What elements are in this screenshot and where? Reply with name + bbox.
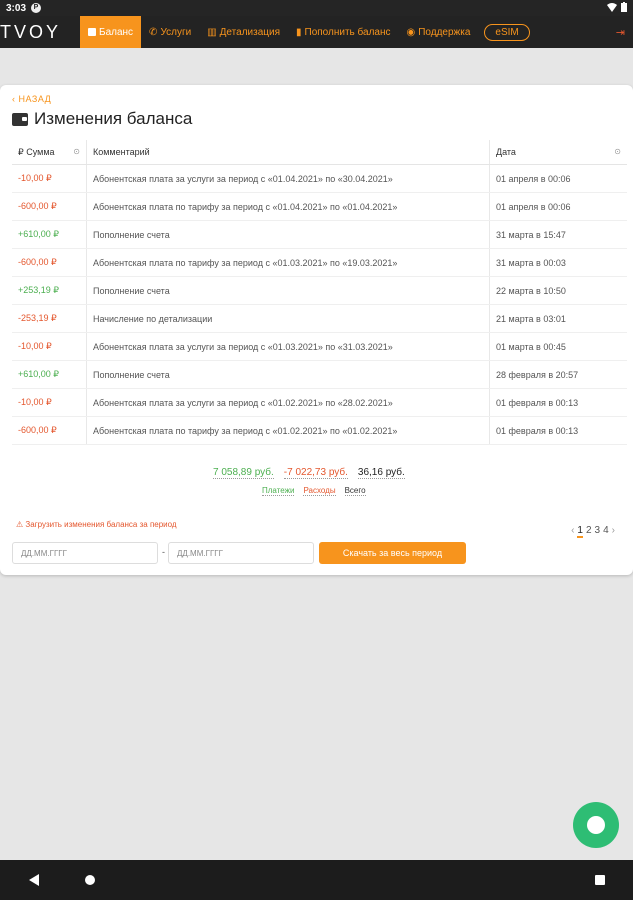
battery-icon [621, 2, 627, 12]
page-title-text: Изменения баланса [34, 109, 193, 128]
wallet-icon [88, 28, 96, 36]
download-button[interactable]: Скачать за весь период [319, 542, 466, 564]
filter-payments[interactable]: Платежи [262, 486, 295, 495]
nav-balance-label: Баланс [99, 26, 134, 38]
row-date: 01 апреля в 00:06 [490, 193, 628, 221]
filters [262, 486, 366, 496]
pager-next[interactable]: › [611, 525, 615, 536]
logo[interactable]: TVOY [0, 21, 62, 42]
nav-topup[interactable] [288, 16, 399, 48]
row-date: 31 марта в 00:03 [490, 249, 628, 277]
total-expense: -7 022,73 руб. [283, 467, 348, 478]
nav-topup-label: Пополнить баланс [304, 26, 391, 38]
pager-page-3[interactable]: 3 [594, 525, 601, 536]
back-label: НАЗАД [18, 94, 52, 104]
nav-services-label: Услуги [160, 26, 192, 38]
row-comment: Абонентская плата за услуги за период с «01.02.2021» по «28.02.2021» [87, 389, 490, 417]
table-row [12, 193, 627, 221]
balance-table [12, 140, 627, 445]
row-comment: Пополнение счета [87, 277, 490, 305]
table-row [12, 277, 627, 305]
table-row [12, 361, 627, 389]
table-row [12, 165, 627, 193]
table-row [12, 333, 627, 361]
table-row [12, 221, 627, 249]
download-warning [16, 520, 177, 529]
row-amount: -600,00 ₽ [12, 193, 87, 221]
totals [213, 467, 405, 479]
total-income: 7 058,89 руб. [213, 467, 274, 478]
row-comment: Пополнение счета [87, 361, 490, 389]
esim-button[interactable]: eSIM [484, 24, 529, 41]
row-date: 01 февраля в 00:13 [490, 417, 628, 445]
logout-icon[interactable]: ⇥ [615, 27, 625, 39]
row-amount: -600,00 ₽ [12, 417, 87, 445]
nav-services[interactable] [141, 16, 199, 48]
date-from-input[interactable]: ДД.ММ.ГГГГ [12, 542, 158, 564]
nav-support-label: Поддержка [418, 26, 471, 38]
pin-icon[interactable]: ⊙ [614, 147, 621, 156]
support-icon: ◉ [406, 26, 416, 38]
pager-prev[interactable]: ‹ [571, 525, 575, 536]
row-comment: Начисление по детализации [87, 305, 490, 333]
comment-header[interactable]: Комментарий [87, 140, 490, 165]
download-warning-text: Загрузить изменения баланса за период [25, 520, 177, 529]
table-row [12, 417, 627, 445]
nav-details-label: Детализация [219, 26, 280, 38]
row-amount: -10,00 ₽ [12, 165, 87, 193]
amount-header[interactable]: ₽ Сумма ⊙ [12, 140, 87, 165]
row-comment: Абонентская плата по тарифу за период с «01.02.2021» по «01.02.2021» [87, 417, 490, 445]
status-icons [607, 2, 627, 12]
pagination [571, 525, 615, 538]
row-amount: -600,00 ₽ [12, 249, 87, 277]
nav-support[interactable] [399, 16, 479, 48]
status-time: 3:03 [6, 2, 27, 14]
row-amount: +610,00 ₽ [12, 361, 87, 389]
page-title [12, 109, 192, 129]
row-comment: Абонентская плата по тарифу за период с «01.04.2021» по «01.04.2021» [87, 193, 490, 221]
row-comment: Пополнение счета [87, 221, 490, 249]
row-amount: -10,00 ₽ [12, 333, 87, 361]
pager-page-4[interactable]: 4 [603, 525, 609, 536]
row-amount: -10,00 ₽ [12, 389, 87, 417]
pager-page-1[interactable]: 1 [577, 525, 583, 536]
system-navbar [0, 860, 633, 900]
row-date: 01 марта в 00:45 [490, 333, 628, 361]
back-icon[interactable] [29, 874, 39, 886]
chart-icon: ▥ [207, 26, 217, 38]
status-bar [0, 0, 633, 16]
back-link[interactable]: ‹ НАЗАД [12, 94, 52, 104]
date-header[interactable]: Дата ⊙ [490, 140, 628, 165]
table-header-row [12, 140, 627, 165]
table-row [12, 389, 627, 417]
pager-page-2[interactable]: 2 [585, 525, 592, 536]
row-comment: Абонентская плата за услуги за период с «01.03.2021» по «31.03.2021» [87, 333, 490, 361]
row-date: 01 февраля в 00:13 [490, 389, 628, 417]
nav-balance[interactable] [80, 16, 141, 48]
filter-expenses[interactable]: Расходы [303, 486, 336, 495]
row-amount: -253,19 ₽ [12, 305, 87, 333]
app-notification-icon: P [31, 3, 41, 13]
phone-icon: ✆ [149, 26, 158, 38]
wallet-icon [12, 113, 28, 126]
table-row [12, 249, 627, 277]
row-comment: Абонентская плата по тарифу за период с «01.03.2021» по «19.03.2021» [87, 249, 490, 277]
row-date: 28 февраля в 20:57 [490, 361, 628, 389]
table-row [12, 305, 627, 333]
chat-button[interactable] [573, 802, 619, 848]
row-date: 01 апреля в 00:06 [490, 165, 628, 193]
top-navbar [0, 16, 633, 48]
date-to-input[interactable]: ДД.ММ.ГГГГ [168, 542, 314, 564]
row-date: 22 марта в 10:50 [490, 277, 628, 305]
nav-details[interactable] [199, 16, 288, 48]
receipt-icon: ▮ [295, 26, 302, 38]
total-balance: 36,16 руб. [357, 467, 405, 478]
row-amount: +253,19 ₽ [12, 277, 87, 305]
warning-icon: ⚠ [16, 520, 24, 529]
date-separator: - [162, 547, 165, 557]
recents-icon[interactable] [595, 875, 605, 885]
row-amount: +610,00 ₽ [12, 221, 87, 249]
row-date: 21 марта в 03:01 [490, 305, 628, 333]
balance-card [0, 85, 633, 575]
filter-all[interactable]: Всего [344, 486, 366, 495]
row-date: 31 марта в 15:47 [490, 221, 628, 249]
wifi-icon [607, 3, 617, 12]
pin-icon[interactable]: ⊙ [73, 146, 80, 156]
row-comment: Абонентская плата за услуги за период с «01.04.2021» по «30.04.2021» [87, 165, 490, 193]
home-icon[interactable] [85, 875, 95, 885]
